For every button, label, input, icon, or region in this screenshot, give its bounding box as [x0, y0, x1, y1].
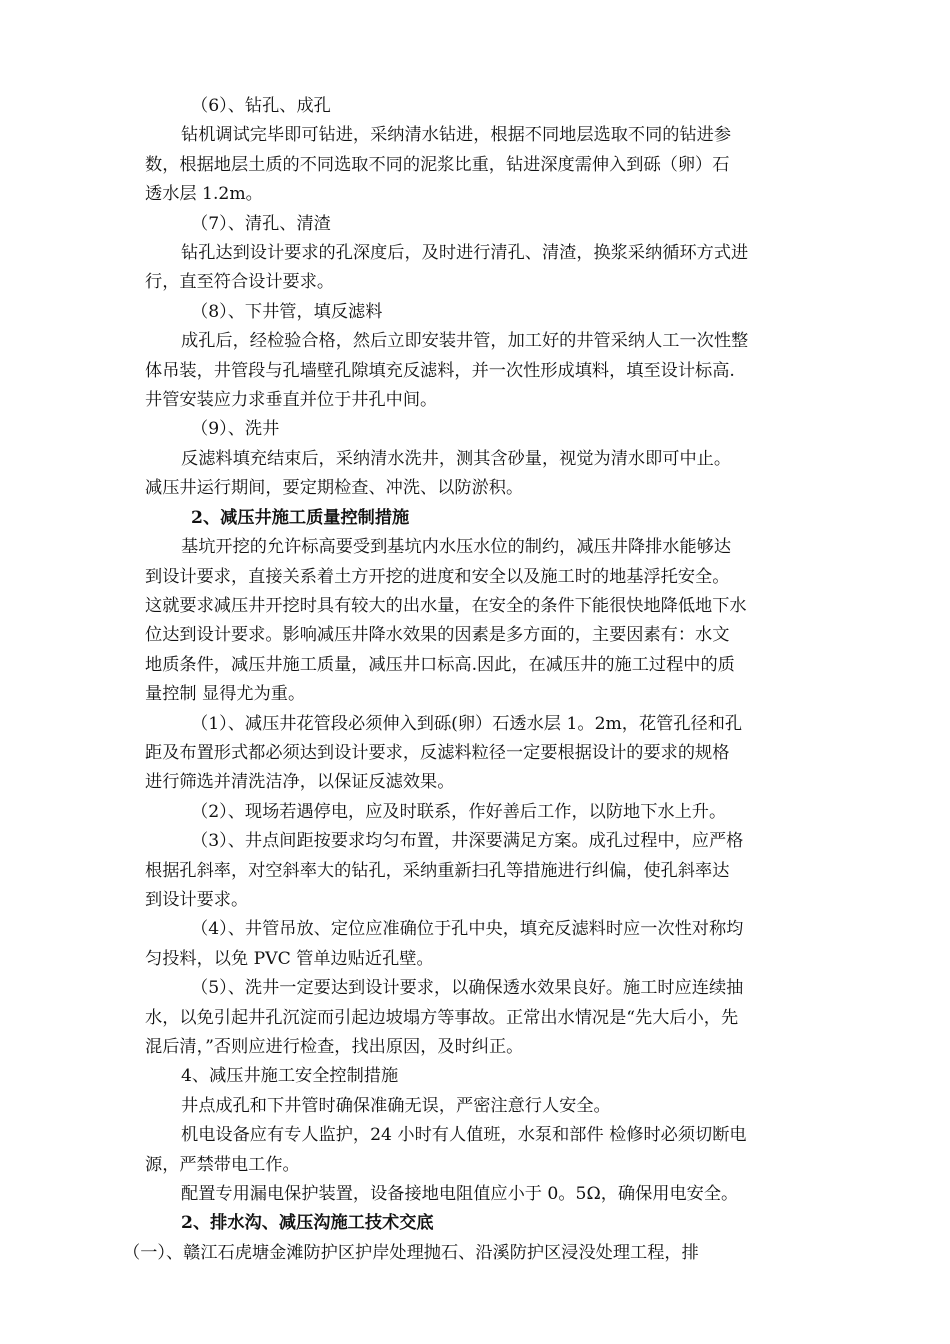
- paragraph-line: 透水层 1.2m。: [145, 184, 263, 205]
- paragraph-line: 混后清，”否则应进行检查，找出原因，及时纠正。: [145, 1037, 524, 1057]
- paragraph-line: 体吊装，井管段与孔墙壁孔隙填充反滤料，并一次性形成填料，填至设计标高.: [145, 360, 735, 381]
- section-heading-safety: 4、减压井施工安全控制措施: [181, 1066, 399, 1087]
- subheading-9: （9）、洗井: [191, 419, 280, 440]
- paragraph-line: 匀投料，以免 PVC 管单边贴近孔壁。: [145, 948, 434, 969]
- paragraph-line: 钻孔达到设计要求的孔深度后，及时进行清孔、清渣，换浆采纳循环方式进: [181, 243, 749, 264]
- paragraph-line: 量控制 显得尤为重。: [145, 684, 306, 705]
- paragraph-line: 水，以免引起井孔沉淀而引起边坡塌方等事故。正常出水情况是“先大后小，先: [145, 1007, 739, 1028]
- paragraph-line: 源，严禁带电工作。: [145, 1154, 300, 1175]
- paragraph-line: 这就要求减压井开挖时具有较大的出水量，在安全的条件下能很快地降低地下水: [145, 595, 747, 616]
- paragraph-line: 根据孔斜率，对空斜率大的钻孔，采纳重新扫孔等措施进行纠偏，使孔斜率达: [145, 860, 730, 881]
- list-item-3: （3）、井点间距按要求均匀布置，井深要满足方案。成孔过程中，应严格: [191, 831, 744, 852]
- paragraph-line: 数，根据地层土质的不同选取不同的泥浆比重，钻进深度需伸入到砾（卵）石: [145, 154, 730, 175]
- section-heading-drainage: 2、排水沟、减压沟施工技术交底: [181, 1213, 434, 1234]
- subheading-7: （7）、清孔、清渣: [191, 213, 331, 234]
- paragraph-line: 距及布置形式都必须达到设计要求，反滤料粒径一定要根据设计的要求的规格: [145, 742, 730, 763]
- paragraph-line: 行，直至符合设计要求。: [145, 272, 335, 293]
- paragraph-line: 地质条件，减压井施工质量，减压井口标高.因此，在减压井的施工过程中的质: [145, 654, 735, 675]
- list-item-2: （2）、现场若遇停电，应及时联系，作好善后工作，以防地下水上升。: [191, 801, 727, 822]
- list-item-4: （4）、井管吊放、定位应准确位于孔中央，填充反滤料时应一次性对称均: [191, 919, 744, 940]
- paragraph-line: 井点成孔和下井管时确保准确无误，严密注意行人安全。: [181, 1095, 611, 1116]
- paragraph-line: 反滤料填充结束后，采纳清水洗井，测其含砂量，视觉为清水即可中止。: [181, 448, 732, 469]
- paragraph-line: （一）、赣江石虎塘金滩防护区护岸处理抛石、沿溪防护区浸没处理工程，排: [123, 1242, 699, 1263]
- paragraph-line: 减压井运行期间，要定期检查、冲洗、以防淤积。: [145, 478, 524, 499]
- paragraph-line: 机电设备应有专人监护，24 小时有人值班，水泵和部件 检修时必须切断电: [181, 1125, 747, 1146]
- paragraph-line: 位达到设计要求。影响减压井降水效果的因素是多方面的，主要因素有：水文: [145, 625, 730, 646]
- list-item-5: （5）、洗井一定要达到设计要求，以确保透水效果良好。施工时应连续抽: [191, 978, 744, 999]
- section-heading-quality: 2、减压井施工质量控制措施: [191, 507, 410, 528]
- paragraph-line: 到设计要求。: [145, 889, 249, 910]
- paragraph-line: 成孔后，经检验合格，然后立即安装井管，加工好的井管采纳人工一次性整: [181, 331, 749, 352]
- paragraph-line: 井管安装应力求垂直并位于井孔中间。: [145, 390, 438, 411]
- paragraph-line: 进行筛选并清洗洁净，以保证反滤效果。: [145, 772, 455, 793]
- list-item-1: （1）、减压井花管段必须伸入到砾(卵）石透水层 1。2m，花管孔径和孔: [191, 713, 743, 734]
- paragraph-line: 基坑开挖的允许标高要受到基坑内水压水位的制约，减压井降排水能够达: [181, 537, 732, 558]
- paragraph-line: 到设计要求，直接关系着土方开挖的进度和安全以及施工时的地基浮托安全。: [145, 566, 730, 587]
- subheading-6: （6）、钻孔、成孔: [191, 96, 331, 116]
- document-body: [123, 92, 805, 1268]
- subheading-8: （8）、下井管，填反滤料: [191, 301, 383, 322]
- paragraph-line: 配置专用漏电保护装置，设备接地电阻值应小于 0。5Ω，确保用电安全。: [181, 1184, 739, 1205]
- paragraph-line: 钻机调试完毕即可钻进，采纳清水钻进，根据不同地层选取不同的钻进参: [181, 125, 732, 146]
